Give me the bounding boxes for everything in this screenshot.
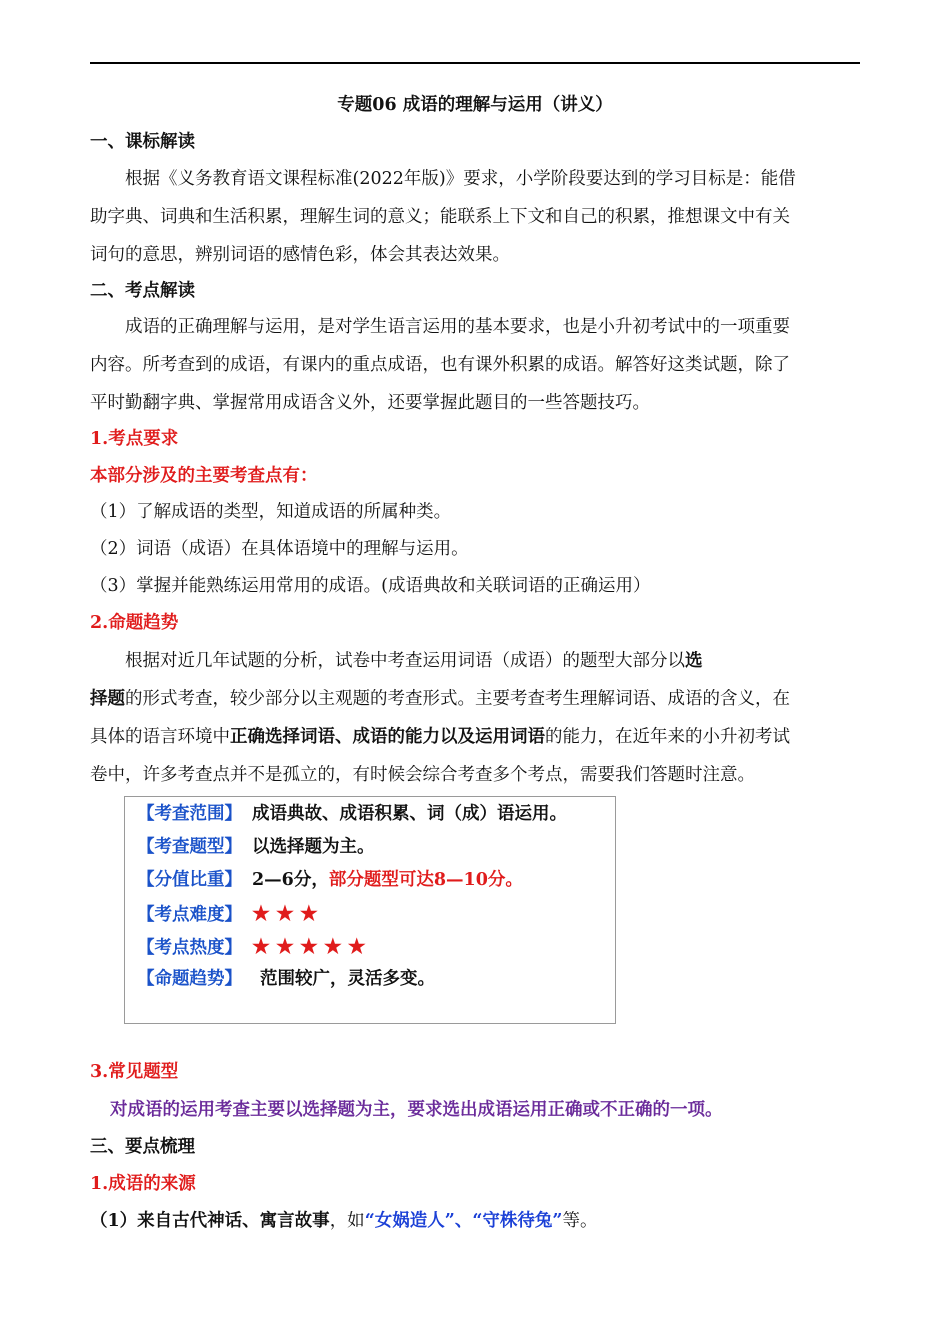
sub2-heading: 2.命题趋势 (90, 613, 179, 633)
sub2-line-3 (90, 718, 860, 756)
sub2-line-1-bold: 选 (685, 651, 703, 671)
info-scope-key: 【考查范围】 (137, 804, 242, 824)
info-row-score (137, 864, 523, 896)
sec2-line-1: 成语的正确理解与运用，是对学生语言运用的基本要求，也是小升初考试中的一项重要 (125, 317, 790, 337)
info-difficulty-key: 【考点难度】 (137, 905, 242, 925)
sub2-line-2 (90, 680, 860, 718)
sec3-heading: 三、要点梳理 (90, 1137, 195, 1157)
sub1-lead: 本部分涉及的主要考查点有： (90, 466, 318, 486)
sec2-paragraph (90, 308, 860, 422)
info-row-difficulty (137, 897, 324, 929)
sec3-sub1-item-1 (90, 1202, 860, 1240)
star-icon: ★ (275, 901, 294, 925)
star-icon: ★ (299, 934, 318, 958)
star-icon: ★ (323, 934, 342, 958)
sub3-heading: 3.常见题型 (90, 1062, 179, 1082)
info-row-trend (137, 963, 435, 995)
sub2-line-3-text-c: 的能力，在近年来的小升初考试 (545, 727, 790, 747)
sec2-heading: 二、考点解读 (90, 281, 195, 301)
sub2-line-1-text: 根据对近几年试题的分析，试卷中考查运用词语（成语）的题型大部分以 (125, 651, 685, 671)
info-row-heat (137, 930, 372, 962)
info-scope-value: 成语典故、成语积累、词（成）语运用。 (252, 804, 567, 824)
star-icon: ★ (347, 934, 366, 958)
info-type-value: 以选择题为主。 (252, 837, 375, 857)
info-score-red: 部分题型可达8—10分。 (328, 870, 523, 890)
sub1-item-3: （3）掌握并能熟练运用常用的成语。(成语典故和关联词语的正确运用） (90, 576, 651, 596)
star-icon: ★ (275, 934, 294, 958)
info-score-value: 2—6分， (252, 870, 329, 890)
source-item-tail: 等。 (562, 1211, 598, 1231)
heat-rating (252, 934, 372, 958)
source-item-examples: “女娲造人”、“守株待兔” (364, 1211, 563, 1231)
sec3-sub1-heading: 1.成语的来源 (90, 1174, 196, 1194)
star-icon: ★ (252, 934, 270, 958)
sub1-item-1: （1）了解成语的类型，知道成语的所属种类。 (90, 502, 452, 522)
header-rule (90, 62, 860, 64)
star-icon: ★ (252, 901, 270, 925)
sec1-heading: 一、课标解读 (90, 132, 195, 152)
sec1-line-3: 词句的意思，辨别词语的感情色彩，体会其表达效果。 (90, 245, 510, 265)
source-item-connector: ，如 (329, 1211, 365, 1231)
difficulty-rating (252, 901, 324, 925)
sec2-line-3: 平时勤翻字典、掌握常用成语含义外，还要掌握此题目的一些答题技巧。 (90, 393, 650, 413)
info-heat-key: 【考点热度】 (137, 938, 242, 958)
sec1-line-1: 根据《义务教育语文课程标准(2022年版)》要求，小学阶段要达到的学习目标是：能借 (125, 169, 796, 189)
sub2-line-2-text: 的形式考查，较少部分以主观题的考查形式。主要考查考生理解词语、成语的含义，在 (125, 689, 790, 709)
info-row-scope (137, 798, 567, 830)
doc-title: 专题06 成语的理解与运用（讲义） (337, 95, 613, 115)
info-box (124, 796, 616, 1024)
sub1-item-2: （2）词语（成语）在具体语境中的理解与运用。 (90, 539, 469, 559)
sub2-paragraph (90, 642, 860, 794)
sub2-line-3-bold: 正确选择词语、成语的能力以及运用词语 (230, 727, 545, 747)
sec1-paragraph (90, 160, 860, 274)
sub2-line-4: 卷中，许多考查点并不是孤立的，有时候会综合考查多个考点，需要我们答题时注意。 (90, 765, 755, 785)
info-row-type (137, 831, 375, 863)
info-type-key: 【考查题型】 (137, 837, 242, 857)
info-trend-key: 【命题趋势】 (137, 969, 242, 989)
source-item-lead: （1）来自古代神话、寓言故事 (90, 1211, 330, 1231)
sub3-text: 对成语的运用考查主要以选择题为主，要求选出成语运用正确或不正确的一项。 (110, 1100, 723, 1120)
sub2-line-1 (90, 642, 860, 680)
sec1-line-2: 助字典、词典和生活积累，理解生词的意义；能联系上下文和自己的积累，推想课文中有关 (90, 207, 790, 227)
sub2-line-3-text-a: 具体的语言环境中 (90, 727, 230, 747)
info-trend-value: 范围较广，灵活多变。 (260, 969, 435, 989)
star-icon: ★ (299, 901, 318, 925)
sec2-line-2: 内容。所考查到的成语，有课内的重点成语，也有课外积累的成语。解答好这类试题，除了 (90, 355, 790, 375)
info-score-key: 【分值比重】 (137, 870, 242, 890)
sub2-line-2-bold: 择题 (90, 689, 125, 709)
sub1-heading: 1.考点要求 (90, 429, 179, 449)
